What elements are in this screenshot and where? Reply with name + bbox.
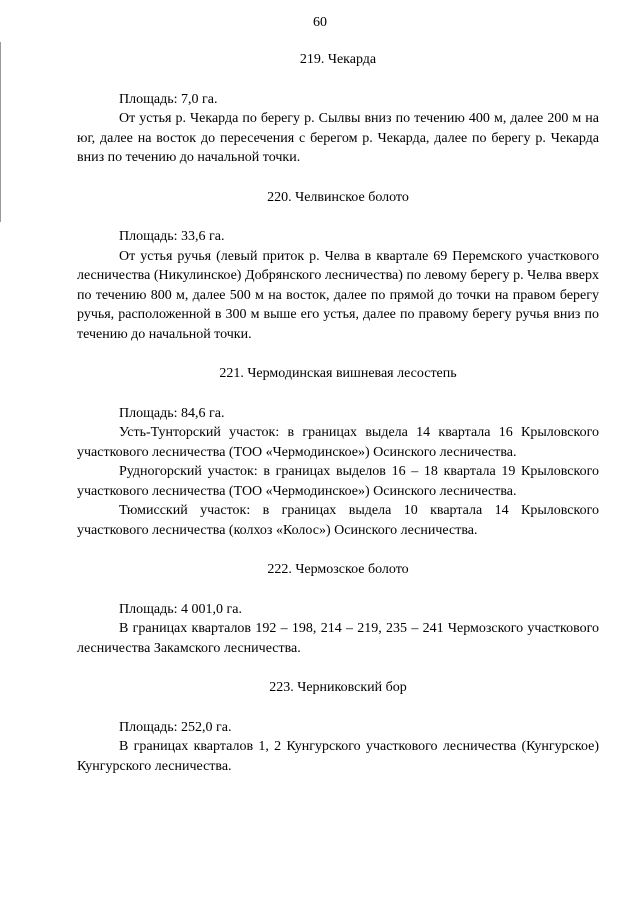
section-title: 223. Черниковский бор	[269, 680, 407, 695]
section-221	[77, 364, 599, 540]
section-222	[77, 560, 599, 658]
boundary-paragraph: От устья р. Чекарда по берегу р. Сылвы вниз по течению 400 м, далее 200 м на юг, далее на восток до пересечения с берегом р. Чекарда, далее по берегу р. Чекарда вниз по течению до начальной точки.	[77, 111, 599, 165]
area-line: Площадь: 33,6 га.	[119, 229, 225, 244]
page-number: 60	[313, 15, 327, 30]
section-title: 219. Чекарда	[299, 52, 377, 67]
section-220	[77, 188, 599, 345]
boundary-paragraph: В границах кварталов 192 – 198, 214 – 219, 235 – 241 Чермозского участкового лесничества Закамского лесничества.	[77, 621, 599, 656]
boundary-paragraph: В границах кварталов 1, 2 Кунгурского участкового лесничества (Кунгурское) Кунгурского лесничества.	[77, 739, 599, 774]
boundary-paragraph: Рудногорский участок: в границах выделов 16 – 18 квартала 19 Крыловского участкового лесничества (ТОО «Чермодинское») Осинского лесничества.	[77, 464, 599, 499]
section-title: 221. Чермодинская вишневая лесостепь	[219, 366, 457, 381]
area-line: Площадь: 252,0 га.	[119, 719, 232, 735]
section-223	[77, 678, 599, 776]
area-line: Площадь: 7,0 га.	[119, 91, 218, 107]
section-219	[77, 50, 599, 168]
scan-edge-line	[0, 42, 1, 222]
boundary-paragraph: От устья ручья (левый приток р. Челва в квартале 69 Перемского участкового лесничества (Никулинское) Добрянского лесничества) по левому берегу р. Челва вверх по течению 800 м, далее 500 м на восток, далее по прямой до точки на правом берегу ручья, расположенной в 300 м выше его устья, далее по правому берегу ручья вниз по течению до начальной точки.	[77, 248, 599, 342]
boundary-paragraph: Тюмисский участок: в границах выдела 10 квартала 14 Крыловского участкового лесничества (колхоз «Колос») Осинского лесничества.	[77, 503, 599, 538]
area-line: Площадь: 84,6 га.	[119, 405, 225, 421]
document-body	[77, 50, 599, 776]
area-line: Площадь: 4 001,0 га.	[119, 601, 242, 617]
section-title: 222. Чермозское болото	[267, 562, 409, 577]
section-title: 220. Челвинское болото	[267, 189, 409, 205]
boundary-paragraph: Усть-Тунторский участок: в границах выдела 14 квартала 16 Крыловского участкового лесничества (ТОО «Чермодинское») Осинского лесничества.	[77, 425, 599, 460]
